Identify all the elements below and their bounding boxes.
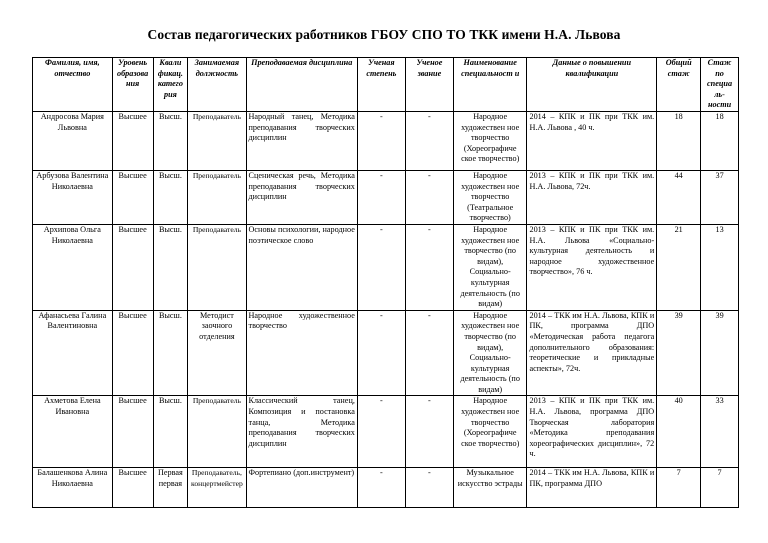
position-cell: Преподаватель bbox=[188, 170, 246, 224]
specialty-cell: Народное художествен ное творчество (по видам), Социально-культурная деятельность (по видам) bbox=[453, 224, 527, 310]
total-experience-cell: 21 bbox=[657, 224, 701, 310]
header-cell: Занимаемая должность bbox=[188, 58, 246, 112]
specialty-experience-cell: 39 bbox=[701, 310, 739, 396]
category-cell: Первая первая bbox=[153, 468, 188, 508]
header-cell: Уровень образова ния bbox=[112, 58, 153, 112]
education-cell: Высшее bbox=[112, 224, 153, 310]
header-cell: Квали фикац. катего рия bbox=[153, 58, 188, 112]
degree-cell: - bbox=[357, 170, 405, 224]
table-row bbox=[33, 468, 739, 508]
category-cell: Высш. bbox=[153, 310, 188, 396]
specialty-cell: Народное художествен ное творчество (Хореографиче ское творчество) bbox=[453, 111, 527, 170]
table-row bbox=[33, 170, 739, 224]
specialty-cell: Народное художествен ное творчество (Хореографиче ское творчество) bbox=[453, 396, 527, 468]
name-cell: Андросова Мария Львовна bbox=[33, 111, 113, 170]
qualification-cell: 2013 – КПК и ПК при ТКК им. Н.А. Львова, 72ч. bbox=[527, 170, 657, 224]
discipline-cell: Народное художественное творчество bbox=[246, 310, 357, 396]
education-cell: Высшее bbox=[112, 468, 153, 508]
discipline-cell: Фортепиано (доп.инструмент) bbox=[246, 468, 357, 508]
rank-cell: - bbox=[405, 111, 453, 170]
qualification-cell: 2014 – ТКК им Н.А. Львова, КПК и ПК, программа ДПО bbox=[527, 468, 657, 508]
specialty-cell: Музыкальное искусство эстрады bbox=[453, 468, 527, 508]
header-cell: Ученое звание bbox=[405, 58, 453, 112]
degree-cell: - bbox=[357, 468, 405, 508]
discipline-cell: Сценическая речь, Методика преподавания творческих дисциплин bbox=[246, 170, 357, 224]
name-cell: Архипова Ольга Николаевна bbox=[33, 224, 113, 310]
category-cell: Высш. bbox=[153, 111, 188, 170]
degree-cell: - bbox=[357, 396, 405, 468]
total-experience-cell: 18 bbox=[657, 111, 701, 170]
total-experience-cell: 40 bbox=[657, 396, 701, 468]
rank-cell: - bbox=[405, 170, 453, 224]
header-cell: Общий стаж bbox=[657, 58, 701, 112]
category-cell: Высш. bbox=[153, 396, 188, 468]
category-cell: Высш. bbox=[153, 224, 188, 310]
specialty-experience-cell: 18 bbox=[701, 111, 739, 170]
discipline-cell: Классический танец, Композиция и постановка танца, Методика преподавания творческих дисциплин bbox=[246, 396, 357, 468]
rank-cell: - bbox=[405, 468, 453, 508]
position-cell: Преподаватель bbox=[188, 111, 246, 170]
position-cell: Преподаватель, концертмейстер bbox=[188, 468, 246, 508]
header-cell: Ученая степень bbox=[357, 58, 405, 112]
discipline-cell: Народный танец, Методика преподавания творческих дисциплин bbox=[246, 111, 357, 170]
category-cell: Высш. bbox=[153, 170, 188, 224]
total-experience-cell: 39 bbox=[657, 310, 701, 396]
header-cell: Стаж по специа ль- ности bbox=[701, 58, 739, 112]
total-experience-cell: 44 bbox=[657, 170, 701, 224]
position-cell: Преподаватель bbox=[188, 396, 246, 468]
rank-cell: - bbox=[405, 396, 453, 468]
specialty-experience-cell: 7 bbox=[701, 468, 739, 508]
table-row bbox=[33, 224, 739, 310]
staff-table bbox=[32, 57, 739, 508]
specialty-cell: Народное художествен ное творчество (Театральное творчество) bbox=[453, 170, 527, 224]
header-cell: Данные о повышении квалификации bbox=[527, 58, 657, 112]
position-cell: Методист заочного отделения bbox=[188, 310, 246, 396]
page-title: Состав педагогических работников ГБОУ СПО ТО ТКК имени Н.А. Львова bbox=[147, 27, 621, 42]
position-cell: Преподаватель bbox=[188, 224, 246, 310]
rank-cell: - bbox=[405, 310, 453, 396]
qualification-cell: 2013 – КПК и ПК при ТКК им. Н.А. Львова, программа ДПО Творческая лаборатория «Методика преподавания хореографических дисциплин», 72 ч. bbox=[527, 396, 657, 468]
education-cell: Высшее bbox=[112, 310, 153, 396]
qualification-cell: 2013 – КПК и ПК при ТКК им. Н.А. Львова «Социально-культурная деятельность и народное художественное творчество», 76 ч. bbox=[527, 224, 657, 310]
name-cell: Арбузова Валентина Николаевна bbox=[33, 170, 113, 224]
specialty-experience-cell: 33 bbox=[701, 396, 739, 468]
name-cell: Ахметова Елена Ивановна bbox=[33, 396, 113, 468]
name-cell: Балашенкова Алина Николаевна bbox=[33, 468, 113, 508]
total-experience-cell: 7 bbox=[657, 468, 701, 508]
degree-cell: - bbox=[357, 111, 405, 170]
education-cell: Высшее bbox=[112, 396, 153, 468]
header-cell: Наименование специальност и bbox=[453, 58, 527, 112]
specialty-cell: Народное художествен ное творчество (по видам), Социально-культурная деятельность (по видам) bbox=[453, 310, 527, 396]
degree-cell: - bbox=[357, 310, 405, 396]
table-row bbox=[33, 111, 739, 170]
specialty-experience-cell: 13 bbox=[701, 224, 739, 310]
rank-cell: - bbox=[405, 224, 453, 310]
header-cell: Фамилия, имя, отчество bbox=[33, 58, 113, 112]
qualification-cell: 2014 – КПК и ПК при ТКК им. Н.А. Львова , 40 ч. bbox=[527, 111, 657, 170]
degree-cell: - bbox=[357, 224, 405, 310]
header-cell: Преподаваемая дисциплина bbox=[246, 58, 357, 112]
specialty-experience-cell: 37 bbox=[701, 170, 739, 224]
discipline-cell: Основы психологии, народное поэтическое слово bbox=[246, 224, 357, 310]
table-row bbox=[33, 310, 739, 396]
education-cell: Высшее bbox=[112, 111, 153, 170]
name-cell: Афанасьева Галина Валентиновна bbox=[33, 310, 113, 396]
table-row bbox=[33, 396, 739, 468]
table-header-row bbox=[33, 58, 739, 112]
qualification-cell: 2014 – ТКК им Н.А. Львова, КПК и ПК, программа ДПО «Методическая работа педагога дополнительного образования: теоретические и прикладные аспекты», 72ч. bbox=[527, 310, 657, 396]
education-cell: Высшее bbox=[112, 170, 153, 224]
